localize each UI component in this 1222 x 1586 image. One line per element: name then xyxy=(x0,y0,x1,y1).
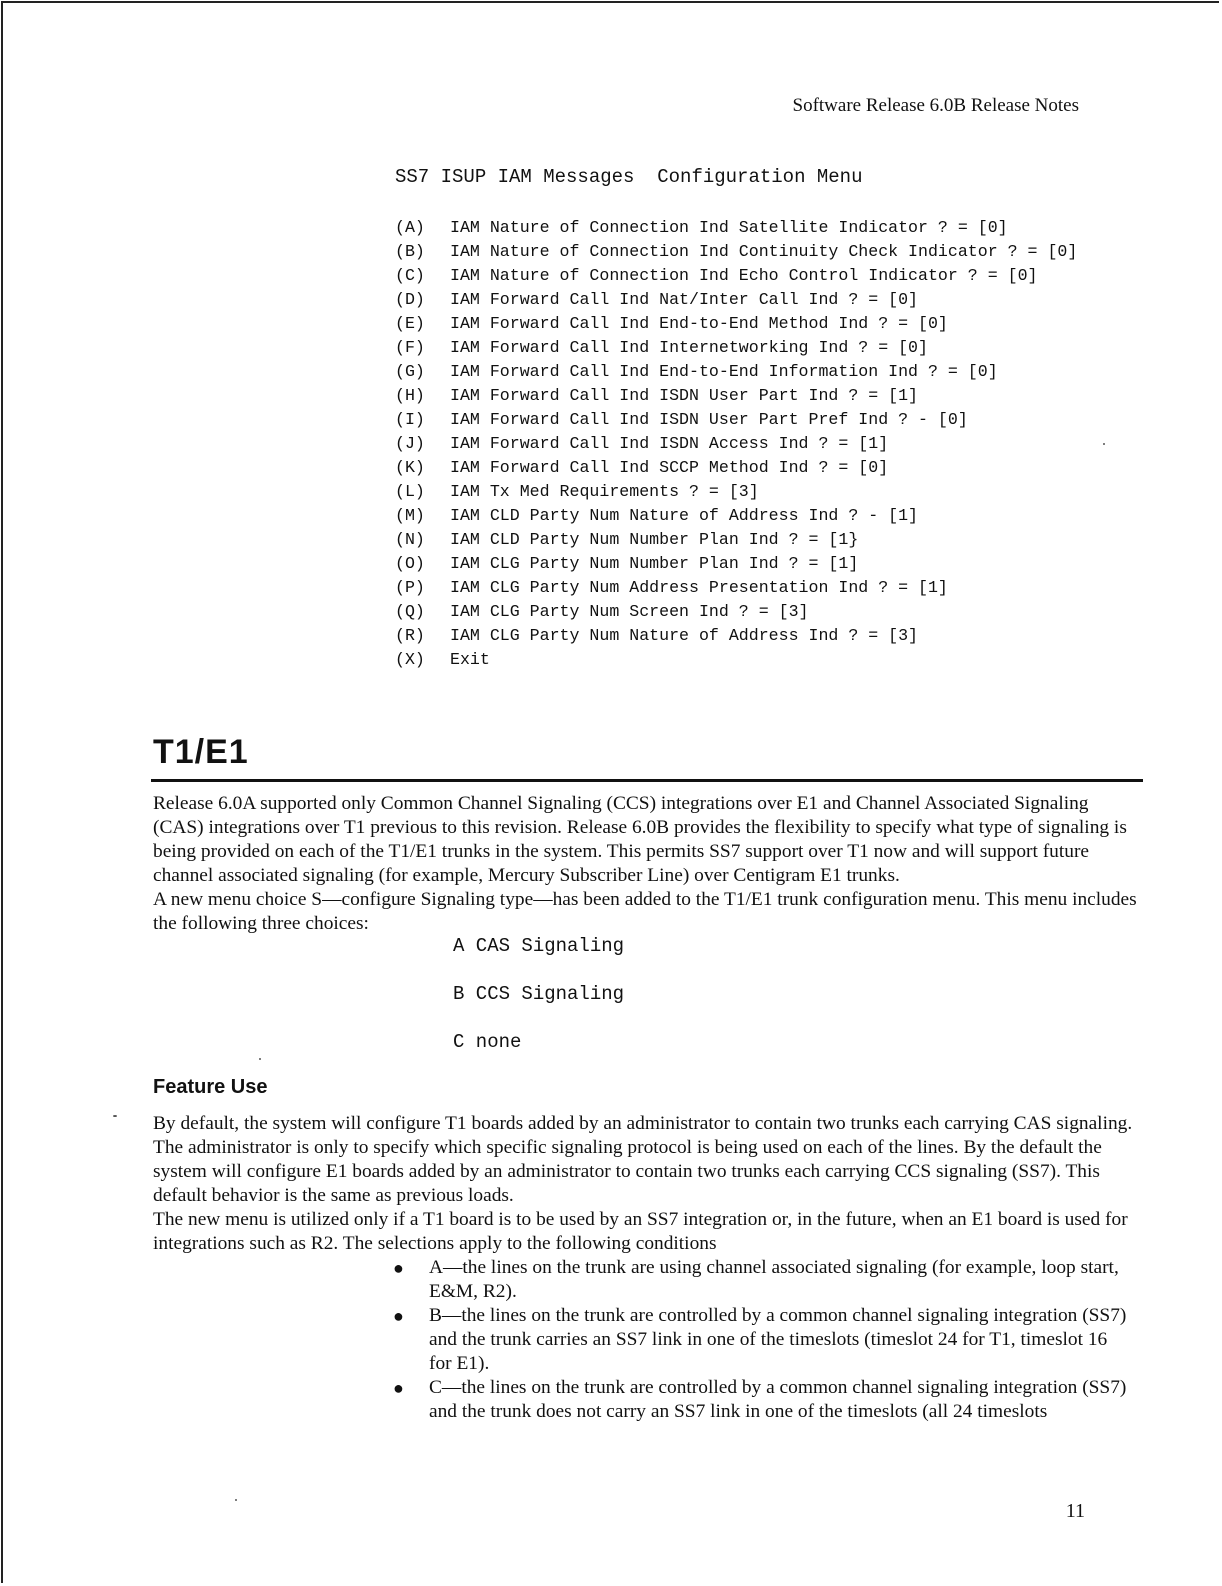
menu-key: (B) xyxy=(395,242,425,261)
menu-key: (X) xyxy=(395,650,425,669)
menu-item xyxy=(395,312,1175,336)
menu-key: (M) xyxy=(395,506,425,525)
menu-text: IAM Forward Call Ind ISDN User Part Pref Ind ? - [0] xyxy=(450,410,968,429)
section-paragraph: Release 6.0A supported only Common Channel Signaling (CCS) integrations over E1 and Channel Associated Signaling (CAS) integrations over T1 previous to this revision. Release 6.0B provides the flexibility to specify what type of signaling is being provided on each of the T1/E1 trunks in the system. This permits SS7 support over T1 now and will support future channel associated signaling (for example, Mercury Subscriber Line) over Centigram E1 trunks. xyxy=(153,793,1127,886)
menu-item xyxy=(395,240,1107,264)
menu-key: (N) xyxy=(395,530,425,549)
menu-item xyxy=(395,504,1175,528)
conditions-list xyxy=(393,1256,1133,1424)
menu-item xyxy=(395,288,1175,312)
menu-item xyxy=(395,216,1175,240)
menu-text: IAM Nature of Connection Ind Echo Control Indicator ? = [0] xyxy=(450,266,1038,285)
menu-item xyxy=(395,384,1175,408)
menu-item xyxy=(395,600,1175,624)
scan-speck xyxy=(235,1499,237,1501)
list-item-text: C—the lines on the trunk are controlled by a common channel signaling integration (SS7) and the trunk does not carry an SS7 link in one of the timeslots (all 24 timeslots xyxy=(429,1377,1127,1422)
scan-speck xyxy=(1103,443,1105,445)
menu-key: (P) xyxy=(395,578,425,597)
menu-key: (C) xyxy=(395,266,425,285)
menu-item xyxy=(395,648,1175,672)
menu-text: IAM Forward Call Ind ISDN User Part Ind ? = [1] xyxy=(450,386,919,405)
menu-item xyxy=(395,336,1175,360)
menu-item xyxy=(395,432,1175,456)
menu-key: (O) xyxy=(395,554,425,573)
menu-key: (G) xyxy=(395,362,425,381)
menu-text: IAM CLD Party Num Number Plan Ind ? = [1} xyxy=(450,530,859,549)
menu-text: IAM Forward Call Ind End-to-End Method Ind ? = [0] xyxy=(450,314,948,333)
menu-item xyxy=(395,360,1175,384)
menu-item xyxy=(395,552,1175,576)
list-item xyxy=(393,1304,1133,1376)
menu-text: IAM Nature of Connection Ind Continuity Check Indicator ? = [0] xyxy=(450,242,1078,261)
menu-key: (J) xyxy=(395,434,425,453)
scan-speck xyxy=(259,1058,261,1060)
menu-item xyxy=(395,528,1175,552)
feature-paragraph: The new menu is utilized only if a T1 board is to be used by an SS7 integration or, in the future, when an E1 board is used for integrations such as R2. The selections apply to the following conditions xyxy=(153,1209,1128,1254)
section-heading: T1/E1 xyxy=(153,733,249,771)
menu-text: IAM Forward Call Ind SCCP Method Ind ? = [0] xyxy=(450,458,889,477)
menu-text: IAM Forward Call Ind End-to-End Information Ind ? = [0] xyxy=(450,362,998,381)
menu-item xyxy=(395,480,1175,504)
page-number: 11 xyxy=(1065,1500,1085,1522)
scan-speck xyxy=(113,1115,117,1117)
document-page xyxy=(1,1,1219,1583)
configuration-menu xyxy=(395,216,1175,672)
menu-key: (I) xyxy=(395,410,425,429)
menu-key: (K) xyxy=(395,458,425,477)
menu-item xyxy=(395,456,1175,480)
menu-text: IAM Nature of Connection Ind Satellite Indicator ? = [0] xyxy=(450,218,1008,237)
menu-item xyxy=(395,624,1175,648)
menu-text: Exit xyxy=(450,650,490,669)
bullet-icon: ● xyxy=(393,1306,404,1326)
menu-text: IAM CLG Party Num Number Plan Ind ? = [1] xyxy=(450,554,859,573)
menu-key: (D) xyxy=(395,290,425,309)
subsection-heading: Feature Use xyxy=(153,1076,268,1098)
list-item-text: B—the lines on the trunk are controlled by a common channel signaling integration (SS7) and the trunk carries an SS7 link in one of the timeslots (timeslot 24 for T1, timeslot 16 for E1). xyxy=(429,1305,1127,1374)
menu-text: IAM Forward Call Ind ISDN Access Ind ? = [1] xyxy=(450,434,889,453)
running-header: Software Release 6.0B Release Notes xyxy=(792,95,1079,116)
menu-key: (H) xyxy=(395,386,425,405)
menu-text: IAM CLG Party Num Screen Ind ? = [3] xyxy=(450,602,809,621)
menu-key: (R) xyxy=(395,626,425,645)
bullet-icon: ● xyxy=(393,1378,404,1398)
menu-text: IAM CLD Party Num Nature of Address Ind ? - [1] xyxy=(450,506,919,525)
menu-text: IAM Tx Med Requirements ? = [3] xyxy=(450,482,759,501)
menu-key: (L) xyxy=(395,482,425,501)
list-item xyxy=(393,1376,1133,1424)
menu-item xyxy=(395,264,1175,288)
signaling-choice: A CAS Signaling xyxy=(453,935,625,957)
signaling-choice: C none xyxy=(453,1031,522,1053)
menu-text: IAM Forward Call Ind Internetworking Ind ? = [0] xyxy=(450,338,928,357)
section-paragraph: A new menu choice S—configure Signaling type—has been added to the T1/E1 trunk configuration menu. This menu includes the following three choices: xyxy=(153,889,1137,934)
menu-text: IAM CLG Party Num Address Presentation Ind ? = [1] xyxy=(450,578,948,597)
list-item-text: A—the lines on the trunk are using channel associated signaling (for example, loop start, E&M, R2). xyxy=(429,1257,1119,1302)
signaling-choices xyxy=(453,935,624,1079)
menu-text: IAM CLG Party Num Nature of Address Ind ? = [3] xyxy=(450,626,919,645)
bullet-icon: ● xyxy=(393,1258,404,1278)
list-item xyxy=(393,1256,1133,1304)
section-rule xyxy=(151,779,1143,782)
menu-item xyxy=(395,576,1175,600)
menu-title: SS7 ISUP IAM Messages Configuration Menu xyxy=(395,166,863,188)
menu-key: (Q) xyxy=(395,602,425,621)
menu-key: (F) xyxy=(395,338,425,357)
menu-key: (E) xyxy=(395,314,425,333)
menu-item xyxy=(395,408,1175,432)
menu-key: (A) xyxy=(395,218,425,237)
menu-text: IAM Forward Call Ind Nat/Inter Call Ind ? = [0] xyxy=(450,290,919,309)
signaling-choice: B CCS Signaling xyxy=(453,983,625,1005)
feature-paragraph: By default, the system will configure T1 boards added by an administrator to contain two trunks each carrying CAS signaling. The administrator is only to specify which specific signaling protocol is being used on each of the lines. By the default the system will configure E1 boards added by an administrator to contain two trunks each carrying CCS signaling (SS7). This default behavior is the same as previous loads. xyxy=(153,1113,1133,1206)
